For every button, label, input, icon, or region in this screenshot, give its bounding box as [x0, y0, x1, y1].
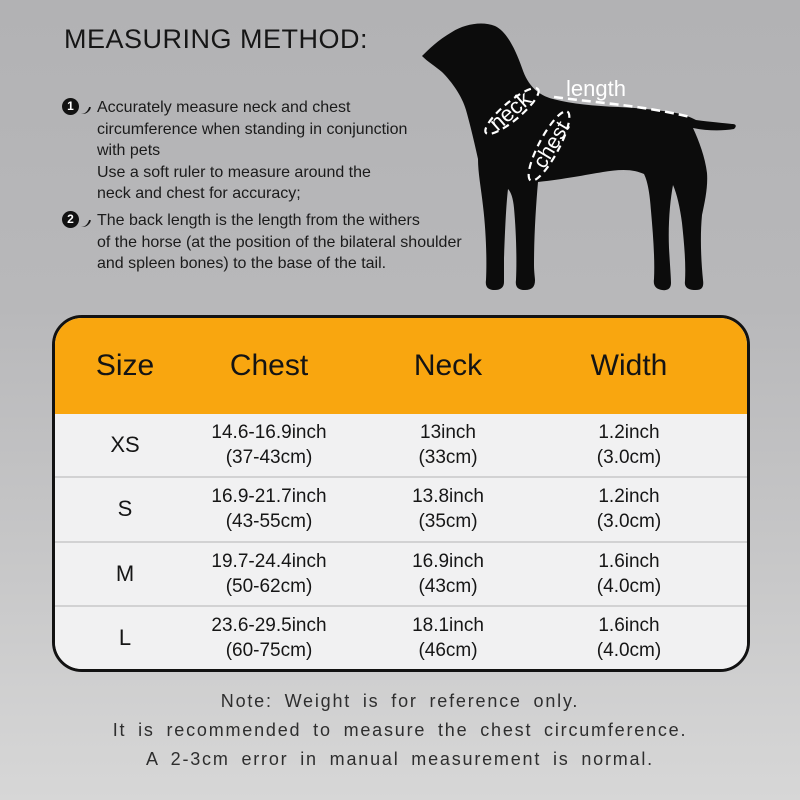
neck-cm-value: (46cm) [418, 639, 478, 661]
instruction-item-1 [62, 97, 407, 205]
instruction-line: and spleen bones) to the base of the tail. [97, 255, 387, 272]
neck-cell [343, 613, 553, 663]
length-label: length [566, 76, 626, 101]
table-row-xs [55, 414, 747, 476]
enumeration-comma-icon [81, 218, 91, 229]
chest-cm-value: (37-43cm) [225, 447, 313, 469]
neck-inch-value: 16.9inch [412, 550, 484, 572]
circled-number-2-icon: 2 [62, 211, 79, 228]
page-title: MEASURING METHOD: [64, 24, 369, 54]
width-cm-value: (3.0cm) [596, 447, 662, 469]
width-cell [553, 484, 750, 534]
instruction-2-text [97, 210, 462, 275]
width-cell [553, 420, 750, 470]
circled-number-1-icon: 1 [62, 98, 79, 115]
width-inch-value: 1.2inch [598, 486, 660, 508]
table-row-m [55, 541, 747, 605]
chest-cm-value: (43-55cm) [225, 511, 313, 533]
instruction-line: of the horse (at the position of the bilateral shoulder [97, 233, 462, 251]
instruction-1-text [97, 97, 407, 205]
size-cell: XS [110, 432, 140, 458]
column-header-width: Width [590, 349, 668, 382]
column-header-chest: Chest [229, 349, 309, 382]
instruction-item-2 [62, 210, 462, 275]
neck-cell [343, 484, 553, 534]
neck-inch-value: 13.8inch [412, 486, 484, 508]
dog-silhouette [422, 24, 736, 291]
chest-inch-value: 19.7-24.4inch [211, 550, 327, 572]
chest-inch-value: 14.6-16.9inch [211, 422, 327, 444]
chest-label: chest [528, 117, 575, 173]
width-cell [553, 549, 750, 599]
table-header-row [55, 318, 747, 414]
chest-cell [195, 613, 343, 663]
width-cm-value: (4.0cm) [596, 575, 662, 597]
instruction-line: circumference when standing in conjunction [97, 120, 408, 138]
width-inch-value: 1.6inch [598, 614, 660, 636]
table-body [55, 414, 747, 669]
enumeration-comma-icon [81, 105, 91, 116]
note-line: Note: Weight is for reference only. [220, 691, 580, 711]
column-header-size: Size [95, 349, 155, 382]
chest-cell [195, 549, 343, 599]
width-inch-value: 1.2inch [598, 422, 660, 444]
note-line: It is recommended to measure the chest circumference. [112, 720, 688, 740]
neck-inch-value: 18.1inch [412, 614, 484, 636]
column-header-neck: Neck [413, 349, 483, 382]
instruction-line: Use a soft ruler to measure around the [97, 163, 371, 181]
dog-measuring-diagram [420, 10, 790, 310]
neck-cell [343, 420, 553, 470]
chest-inch-value: 23.6-29.5inch [211, 614, 327, 636]
neck-cm-value: (33cm) [418, 447, 478, 469]
size-cell: M [115, 560, 135, 586]
width-inch-value: 1.6inch [598, 550, 660, 572]
note-line: A 2-3cm error in manual measurement is normal. [146, 749, 654, 769]
width-cell [553, 613, 750, 663]
size-chart-table [52, 315, 750, 672]
neck-cell [343, 549, 553, 599]
neck-cm-value: (43cm) [418, 575, 478, 597]
table-row-s [55, 476, 747, 540]
chest-cm-value: (50-62cm) [225, 575, 313, 597]
size-cell: L [118, 624, 132, 650]
chest-cell [195, 420, 343, 470]
neck-inch-value: 13inch [420, 422, 476, 444]
width-cm-value: (3.0cm) [596, 511, 662, 533]
table-row-l [55, 605, 747, 669]
chest-inch-value: 16.9-21.7inch [211, 486, 327, 508]
chest-cell [195, 484, 343, 534]
chest-cm-value: (60-75cm) [225, 639, 313, 661]
neck-cm-value: (35cm) [418, 511, 478, 533]
footer-note [0, 687, 800, 774]
instruction-line: Accurately measure neck and chest [97, 99, 351, 116]
neck-label: neck [484, 86, 536, 136]
size-cell: S [117, 496, 133, 522]
instruction-line: with pets [97, 142, 161, 159]
dog-diagram-svg [420, 10, 790, 310]
instruction-line: The back length is the length from the withers [97, 212, 420, 229]
instruction-line: neck and chest for accuracy; [97, 185, 301, 202]
width-cm-value: (4.0cm) [596, 639, 662, 661]
